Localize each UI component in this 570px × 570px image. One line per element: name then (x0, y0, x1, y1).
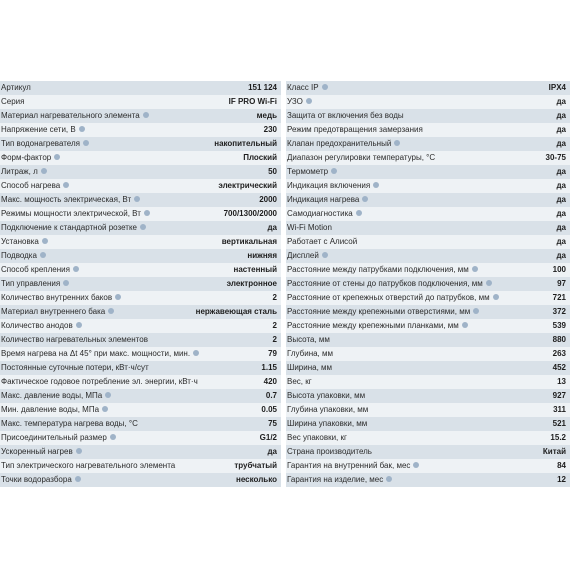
spec-label-text: Высота упаковки, мм (287, 391, 366, 400)
spec-label (287, 81, 328, 95)
spec-cell-right (286, 179, 570, 193)
spec-label (1, 249, 46, 263)
spec-value: да (556, 237, 566, 246)
spec-value: 84 (557, 461, 566, 470)
info-icon[interactable] (331, 168, 337, 174)
info-icon[interactable] (493, 294, 499, 300)
spec-label (1, 403, 108, 417)
info-icon[interactable] (41, 168, 47, 174)
spec-row (0, 151, 570, 165)
spec-label-text: Клапан предохранительный (287, 139, 392, 148)
spec-cell-right (286, 165, 570, 179)
spec-value: 15.2 (550, 433, 566, 442)
spec-cell-left (0, 137, 281, 151)
spec-cell-right (286, 347, 570, 361)
info-icon[interactable] (394, 140, 400, 146)
spec-label-text: Глубина, мм (287, 349, 334, 358)
spec-value: да (556, 111, 566, 120)
spec-label (1, 417, 138, 431)
spec-cell-right (286, 473, 570, 487)
spec-label-text: Wi-Fi Motion (287, 223, 332, 232)
info-icon[interactable] (105, 392, 111, 398)
spec-value: 311 (553, 405, 566, 414)
spec-label (1, 277, 69, 291)
spec-label (287, 277, 492, 291)
spec-row (0, 319, 570, 333)
spec-row (0, 417, 570, 431)
spec-label (287, 151, 435, 165)
spec-label (1, 179, 69, 193)
spec-label (1, 193, 140, 207)
spec-label (1, 431, 116, 445)
spec-label (1, 361, 149, 375)
spec-cell-right (286, 361, 570, 375)
spec-label-text: Постоянные суточные потери, кВт·ч/сут (1, 363, 149, 372)
spec-label-text: Тип электрического нагревательного элемента (1, 461, 176, 470)
spec-value: вертикальная (221, 237, 277, 246)
spec-value: 927 (552, 391, 566, 400)
spec-label (1, 375, 198, 389)
spec-label-text: Присоединительный размер (1, 433, 107, 442)
spec-cell-right (286, 291, 570, 305)
spec-cell-left (0, 123, 281, 137)
spec-label-text: Точки водоразбора (1, 475, 72, 484)
spec-value: 420 (263, 377, 277, 386)
spec-label (287, 263, 478, 277)
spec-label-text: Индикация нагрева (287, 195, 360, 204)
spec-label (1, 445, 82, 459)
info-icon[interactable] (322, 252, 328, 258)
spec-cell-right (286, 389, 570, 403)
spec-value: электронное (226, 279, 277, 288)
spec-label-text: Материал нагревательного элемента (1, 111, 140, 120)
spec-label-text: Термометр (287, 167, 329, 176)
spec-cell-left (0, 277, 281, 291)
spec-cell-right (286, 207, 570, 221)
spec-label (287, 431, 347, 445)
spec-value: 0.05 (261, 405, 277, 414)
spec-label-text: Ускоренный нагрев (1, 447, 73, 456)
spec-row (0, 221, 570, 235)
spec-cell-left (0, 333, 281, 347)
spec-label-text: Фактическое годовое потребление эл. энергии, кВт·ч (1, 377, 198, 386)
spec-label (1, 347, 199, 361)
spec-value: да (267, 223, 277, 232)
spec-label (1, 137, 89, 151)
spec-cell-left (0, 375, 281, 389)
spec-label-text: Гарантия на внутренний бак, мес (287, 461, 411, 470)
spec-cell-right (286, 319, 570, 333)
spec-value: 452 (552, 363, 566, 372)
spec-value: 880 (552, 335, 566, 344)
spec-label (287, 347, 333, 361)
spec-label-text: Артикул (1, 83, 31, 92)
spec-row (0, 361, 570, 375)
spec-value: 12 (557, 475, 566, 484)
spec-label-text: Вес упаковки, кг (287, 433, 347, 442)
spec-value: IF PRO Wi-Fi (228, 97, 277, 106)
spec-cell-left (0, 361, 281, 375)
info-icon[interactable] (362, 196, 368, 202)
info-icon[interactable] (102, 406, 108, 412)
spec-label (1, 207, 150, 221)
spec-value: 539 (552, 321, 566, 330)
info-icon[interactable] (115, 294, 121, 300)
spec-cell-right (286, 305, 570, 319)
spec-value: IPX4 (548, 83, 566, 92)
spec-row (0, 193, 570, 207)
spec-row (0, 403, 570, 417)
spec-value: Китай (542, 447, 566, 456)
info-icon[interactable] (79, 126, 85, 132)
spec-value: 79 (268, 349, 277, 358)
spec-label-text: Количество нагревательных элементов (1, 335, 148, 344)
spec-label-text: Защита от включения без воды (287, 111, 404, 120)
info-icon[interactable] (83, 140, 89, 146)
spec-label (287, 179, 379, 193)
spec-row (0, 431, 570, 445)
spec-value: 13 (557, 377, 566, 386)
spec-value: настенный (233, 265, 277, 274)
info-icon[interactable] (40, 252, 46, 258)
spec-cell-right (286, 235, 570, 249)
info-icon[interactable] (140, 224, 146, 230)
spec-cell-left (0, 319, 281, 333)
spec-label-text: Диапазон регулировки температуры, °С (287, 153, 436, 162)
spec-row (0, 375, 570, 389)
spec-label-text: Расстояние от крепежных отверстий до патрубков, мм (287, 293, 490, 302)
spec-row (0, 81, 570, 95)
spec-value: 100 (552, 265, 566, 274)
spec-label-text: Самодиагностика (287, 209, 353, 218)
spec-value: нержавеющая сталь (195, 307, 277, 316)
info-icon[interactable] (76, 322, 82, 328)
spec-cell-left (0, 305, 281, 319)
spec-cell-left (0, 459, 281, 473)
spec-value: накопительный (214, 139, 277, 148)
spec-label (1, 305, 114, 319)
spec-label-text: Мин. давление воды, МПа (1, 405, 100, 414)
spec-cell-left (0, 81, 281, 95)
spec-cell-left (0, 291, 281, 305)
spec-value: 97 (557, 279, 566, 288)
spec-value: 230 (263, 125, 277, 134)
spec-label (1, 123, 85, 137)
spec-label (287, 389, 365, 403)
spec-label (287, 165, 337, 179)
spec-row (0, 137, 570, 151)
spec-cell-right (286, 193, 570, 207)
info-icon[interactable] (73, 266, 79, 272)
spec-label (287, 375, 312, 389)
spec-value: да (556, 167, 566, 176)
spec-label-text: Количество анодов (1, 321, 73, 330)
info-icon[interactable] (486, 280, 492, 286)
spec-cell-right (286, 151, 570, 165)
spec-label (287, 221, 332, 235)
spec-value: да (556, 139, 566, 148)
spec-cell-left (0, 193, 281, 207)
spec-label-text: Тип управления (1, 279, 61, 288)
spec-value: 2 (272, 335, 277, 344)
spec-value: да (556, 209, 566, 218)
spec-label-text: Установка (1, 237, 39, 246)
specs-table (0, 81, 570, 487)
spec-label (287, 333, 330, 347)
info-icon[interactable] (462, 322, 468, 328)
spec-label-text: Расстояние между крепежными отверстиями, мм (287, 307, 471, 316)
spec-label (1, 291, 121, 305)
spec-cell-left (0, 347, 281, 361)
info-icon[interactable] (386, 476, 392, 482)
spec-value: да (556, 181, 566, 190)
spec-value: трубчатый (234, 461, 277, 470)
spec-cell-right (286, 445, 570, 459)
spec-label-text: Вес, кг (287, 377, 312, 386)
spec-label (1, 95, 24, 109)
spec-label (287, 235, 357, 249)
spec-cell-right (286, 221, 570, 235)
spec-label-text: Дисплей (287, 251, 319, 260)
spec-label-text: Напряжение сети, В (1, 125, 76, 134)
spec-label-text: Форм-фактор (1, 153, 52, 162)
spec-label (287, 417, 367, 431)
spec-label-text: Количество внутренних баков (1, 293, 113, 302)
spec-row (0, 249, 570, 263)
spec-label (287, 319, 468, 333)
spec-cell-right (286, 249, 570, 263)
spec-label (1, 473, 81, 487)
spec-cell-right (286, 333, 570, 347)
spec-cell-left (0, 403, 281, 417)
spec-cell-left (0, 221, 281, 235)
spec-value: 721 (552, 293, 566, 302)
spec-value: 521 (552, 419, 566, 428)
spec-cell-right (286, 459, 570, 473)
spec-label-text: Расстояние между крепежными планками, мм (287, 321, 459, 330)
spec-cell-left (0, 235, 281, 249)
spec-value: 263 (552, 349, 566, 358)
spec-value: 700/1300/2000 (223, 209, 277, 218)
spec-label (287, 291, 499, 305)
spec-label-text: Режимы мощности электрической, Вт (1, 209, 141, 218)
spec-label (287, 403, 368, 417)
spec-label (287, 207, 362, 221)
spec-row (0, 459, 570, 473)
spec-label (1, 109, 149, 123)
spec-cell-left (0, 249, 281, 263)
spec-label (287, 361, 332, 375)
spec-value: 2 (272, 321, 277, 330)
spec-value: медь (256, 111, 277, 120)
spec-cell-left (0, 165, 281, 179)
spec-cell-left (0, 207, 281, 221)
spec-value: 30-75 (545, 153, 566, 162)
info-icon[interactable] (193, 350, 199, 356)
spec-row (0, 263, 570, 277)
spec-label-text: Тип водонагревателя (1, 139, 80, 148)
info-icon[interactable] (322, 84, 328, 90)
spec-label (287, 445, 372, 459)
spec-label (287, 459, 419, 473)
spec-label (287, 473, 392, 487)
info-icon[interactable] (134, 196, 140, 202)
spec-value: да (556, 97, 566, 106)
spec-label-text: Ширина упаковки, мм (287, 419, 368, 428)
spec-value: G1/2 (259, 433, 277, 442)
spec-label-text: Ширина, мм (287, 363, 333, 372)
spec-value: 372 (552, 307, 566, 316)
spec-label (1, 459, 175, 473)
info-icon[interactable] (76, 448, 82, 454)
spec-row (0, 291, 570, 305)
spec-row (0, 109, 570, 123)
spec-cell-left (0, 445, 281, 459)
spec-label (1, 319, 82, 333)
spec-value: да (556, 223, 566, 232)
spec-label-text: Класс IP (287, 83, 319, 92)
spec-label-text: Материал внутреннего бака (1, 307, 106, 316)
spec-label (1, 165, 47, 179)
spec-row (0, 389, 570, 403)
spec-label-text: Макс. мощность электрическая, Вт (1, 195, 132, 204)
info-icon[interactable] (473, 308, 479, 314)
spec-label (1, 81, 31, 95)
spec-label-text: Время нагрева на Δt 45° при макс. мощности, мин. (1, 349, 191, 358)
spec-label-text: Литраж, л (1, 167, 38, 176)
spec-row (0, 333, 570, 347)
spec-cell-left (0, 417, 281, 431)
spec-row (0, 207, 570, 221)
spec-label (1, 263, 79, 277)
info-icon[interactable] (413, 462, 419, 468)
spec-label-text: УЗО (287, 97, 303, 106)
spec-label-text: Глубина упаковки, мм (287, 405, 369, 414)
spec-cell-right (286, 95, 570, 109)
spec-label (287, 123, 423, 137)
spec-value: да (556, 125, 566, 134)
spec-cell-left (0, 95, 281, 109)
info-icon[interactable] (108, 308, 114, 314)
spec-value: 50 (268, 167, 277, 176)
spec-cell-right (286, 263, 570, 277)
spec-label-text: Подключение к стандартной розетке (1, 223, 137, 232)
spec-cell-left (0, 263, 281, 277)
info-icon[interactable] (75, 476, 81, 482)
spec-label-text: Высота, мм (287, 335, 330, 344)
info-icon[interactable] (472, 266, 478, 272)
spec-label-text: Гарантия на изделие, мес (287, 475, 384, 484)
spec-label-text: Способ нагрева (1, 181, 61, 190)
spec-label (287, 249, 328, 263)
spec-value: 151 124 (248, 83, 277, 92)
spec-value: да (556, 251, 566, 260)
spec-label-text: Макс. давление воды, МПа (1, 391, 103, 400)
info-icon[interactable] (54, 154, 60, 160)
spec-cell-right (286, 403, 570, 417)
info-icon[interactable] (42, 238, 48, 244)
spec-label (287, 109, 404, 123)
spec-cell-right (286, 81, 570, 95)
info-icon[interactable] (63, 280, 69, 286)
info-icon[interactable] (306, 98, 312, 104)
spec-label (287, 305, 479, 319)
info-icon[interactable] (356, 210, 362, 216)
spec-cell-right (286, 123, 570, 137)
spec-value: 2000 (259, 195, 277, 204)
spec-label-text: Режим предотвращения замерзания (287, 125, 423, 134)
spec-cell-right (286, 417, 570, 431)
spec-row (0, 179, 570, 193)
spec-label-text: Страна производитель (287, 447, 372, 456)
spec-label-text: Макс. температура нагрева воды, °С (1, 419, 138, 428)
spec-row (0, 277, 570, 291)
spec-cell-right (286, 109, 570, 123)
spec-label (1, 235, 48, 249)
spec-label-text: Работает с Алисой (287, 237, 358, 246)
spec-value: да (267, 447, 277, 456)
spec-cell-left (0, 109, 281, 123)
spec-value: 0.7 (265, 391, 277, 400)
spec-label (1, 151, 60, 165)
spec-label-text: Расстояние от стены до патрубков подключения, мм (287, 279, 483, 288)
spec-row (0, 123, 570, 137)
spec-cell-right (286, 375, 570, 389)
spec-row (0, 95, 570, 109)
spec-row (0, 305, 570, 319)
spec-value: 75 (268, 419, 277, 428)
spec-label-text: Серия (1, 97, 25, 106)
info-icon[interactable] (143, 112, 149, 118)
spec-row (0, 165, 570, 179)
spec-label (1, 221, 146, 235)
spec-value: Плоский (243, 153, 277, 162)
info-icon[interactable] (63, 182, 69, 188)
spec-row (0, 235, 570, 249)
info-icon[interactable] (110, 434, 116, 440)
spec-cell-right (286, 277, 570, 291)
spec-cell-right (286, 431, 570, 445)
spec-value: да (556, 195, 566, 204)
spec-cell-left (0, 151, 281, 165)
info-icon[interactable] (144, 210, 150, 216)
spec-cell-right (286, 137, 570, 151)
spec-cell-left (0, 431, 281, 445)
spec-row (0, 347, 570, 361)
spec-label (287, 193, 368, 207)
spec-label (1, 389, 111, 403)
spec-label-text: Расстояние между патрубками подключения, мм (287, 265, 469, 274)
spec-cell-left (0, 473, 281, 487)
spec-row (0, 473, 570, 487)
spec-value: электрический (218, 181, 277, 190)
spec-value: 2 (272, 293, 277, 302)
spec-label-text: Способ крепления (1, 265, 70, 274)
spec-row (0, 445, 570, 459)
spec-label (287, 95, 312, 109)
info-icon[interactable] (373, 182, 379, 188)
spec-cell-left (0, 179, 281, 193)
spec-label (287, 137, 400, 151)
spec-label-text: Индикация включения (287, 181, 371, 190)
spec-label-text: Подводка (1, 251, 37, 260)
spec-value: несколько (236, 475, 277, 484)
spec-value: 1.15 (261, 363, 277, 372)
spec-value: нижняя (247, 251, 277, 260)
spec-label (1, 333, 148, 347)
spec-cell-left (0, 389, 281, 403)
